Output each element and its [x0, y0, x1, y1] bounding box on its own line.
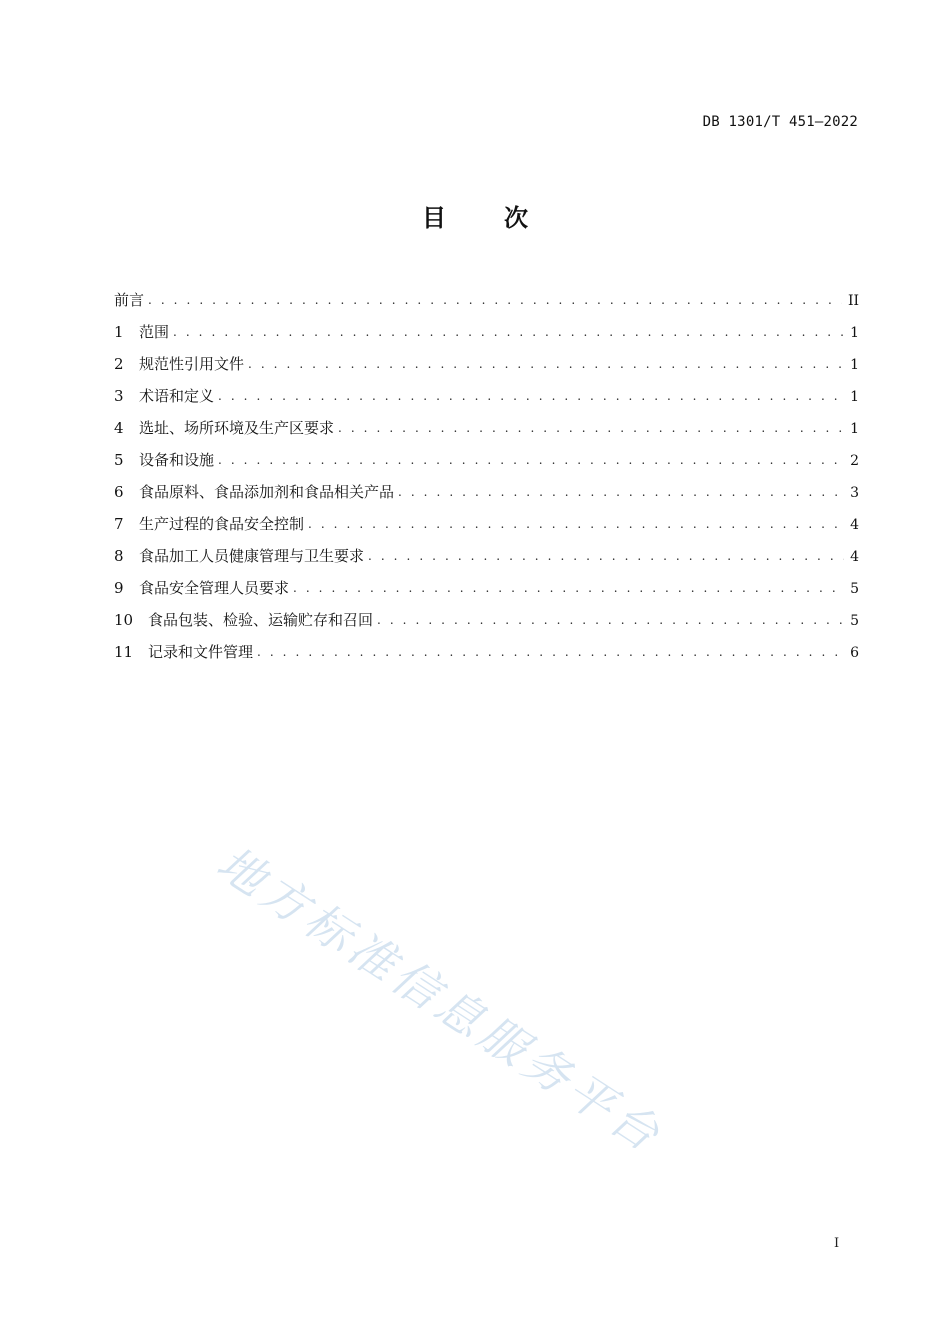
toc-entry-number: 5: [114, 451, 124, 469]
dot-leader: [248, 348, 844, 380]
dot-leader: [368, 540, 844, 572]
dot-leader: [257, 636, 844, 668]
toc-entry-text: 记录和文件管理: [148, 643, 254, 661]
toc-title-char-1: 目: [422, 204, 446, 232]
toc-entry-number: 1: [114, 323, 124, 341]
toc-entry-text: 术语和定义: [139, 387, 215, 405]
toc-title: [0, 198, 950, 233]
toc-entry-text: 食品原料、食品添加剂和食品相关产品: [139, 483, 395, 501]
toc-entry-page: 1: [850, 325, 859, 341]
page-number: I: [834, 1236, 840, 1251]
toc-entry-text: 范围: [139, 323, 170, 341]
watermark: 地方标准信息服务平台: [207, 835, 674, 1165]
toc-entry-5[interactable]: [114, 444, 859, 476]
dot-leader: [218, 444, 844, 476]
toc-entry-number: 3: [114, 387, 124, 405]
toc-entry-number: 11: [114, 643, 134, 661]
toc-entry-number: 9: [114, 579, 124, 597]
toc-entry-page: 1: [850, 389, 859, 405]
toc-entry-page: 4: [850, 517, 859, 533]
toc-entry-text: 食品包装、检验、运输贮存和召回: [148, 611, 374, 629]
document-code: DB 1301/T 451—2022: [702, 114, 858, 130]
toc-entry-number: 8: [114, 547, 124, 565]
toc-entry-number: 6: [114, 483, 124, 501]
toc-entry-6[interactable]: [114, 476, 859, 508]
toc-entry-text: 选址、场所环境及生产区要求: [139, 419, 335, 437]
toc-entry-foreword[interactable]: [114, 284, 859, 316]
toc-entry-text: 食品加工人员健康管理与卫生要求: [139, 547, 365, 565]
toc-entry-page: 3: [850, 485, 859, 501]
toc-entry-10[interactable]: [114, 604, 859, 636]
toc-entry-text: 规范性引用文件: [139, 355, 245, 373]
dot-leader: [377, 604, 844, 636]
toc-entry-page: 5: [850, 581, 859, 597]
toc-entry-page: 2: [850, 453, 859, 469]
toc-entry-7[interactable]: [114, 508, 859, 540]
toc-entry-text: 前言: [114, 291, 145, 309]
toc-entry-page: 1: [850, 421, 859, 437]
table-of-contents: [114, 284, 859, 668]
toc-entry-9[interactable]: [114, 572, 859, 604]
toc-title-char-2: 次: [504, 204, 528, 232]
toc-entry-page: 4: [850, 549, 859, 565]
toc-entry-text: 食品安全管理人员要求: [139, 579, 290, 597]
toc-entry-3[interactable]: [114, 380, 859, 412]
toc-entry-1[interactable]: [114, 316, 859, 348]
toc-entry-2[interactable]: [114, 348, 859, 380]
toc-entry-page: 6: [850, 645, 859, 661]
dot-leader: [293, 572, 844, 604]
toc-entry-text: 生产过程的食品安全控制: [139, 515, 305, 533]
toc-entry-page: 1: [850, 357, 859, 373]
dot-leader: [148, 284, 842, 316]
toc-entry-11[interactable]: [114, 636, 859, 668]
dot-leader: [398, 476, 844, 508]
toc-entry-page: 5: [850, 613, 859, 629]
toc-entry-page: II: [847, 293, 859, 309]
dot-leader: [308, 508, 844, 540]
toc-entry-number: 10: [114, 611, 134, 629]
toc-entry-4[interactable]: [114, 412, 859, 444]
toc-entry-number: 2: [114, 355, 124, 373]
dot-leader: [218, 380, 844, 412]
toc-entry-number: 4: [114, 419, 124, 437]
dot-leader: [173, 316, 844, 348]
toc-entry-number: 7: [114, 515, 124, 533]
toc-entry-8[interactable]: [114, 540, 859, 572]
toc-entry-text: 设备和设施: [139, 451, 215, 469]
dot-leader: [338, 412, 844, 444]
